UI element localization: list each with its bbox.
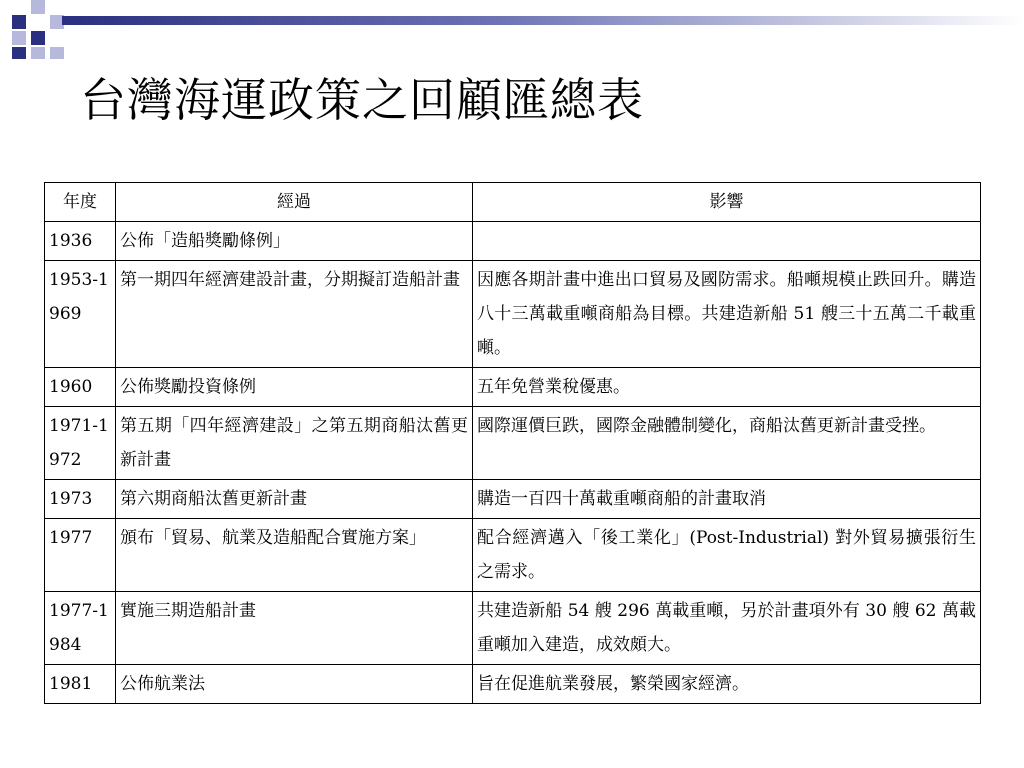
header-process: 經過 [116, 183, 473, 222]
cell-process: 公佈「造船獎勵條例」 [116, 222, 473, 261]
cell-effect: 五年免營業稅優惠。 [473, 368, 981, 407]
cell-year: 1977 [45, 519, 116, 592]
cell-effect: 國際運價巨跌，國際金融體制變化，商船汰舊更新計畫受挫。 [473, 407, 981, 480]
cell-process: 第五期「四年經濟建設」之第五期商船汰舊更新計畫 [116, 407, 473, 480]
decor-square [12, 31, 26, 45]
cell-process: 頒布「貿易、航業及造船配合實施方案」 [116, 519, 473, 592]
table-row [45, 407, 981, 480]
table-row [45, 480, 981, 519]
cell-process: 公佈航業法 [116, 665, 473, 704]
decor-square [31, 0, 45, 14]
cell-year: 1981 [45, 665, 116, 704]
table-row [45, 519, 981, 592]
cell-effect [473, 222, 981, 261]
table-row [45, 222, 981, 261]
cell-year: 1953-1969 [45, 261, 116, 368]
table-row [45, 665, 981, 704]
header-year: 年度 [45, 183, 116, 222]
cell-effect: 旨在促進航業發展，繁榮國家經濟。 [473, 665, 981, 704]
table-header-row [45, 183, 981, 222]
cell-effect: 共建造新船 54 艘 296 萬載重噸，另於計畫項外有 30 艘 62 萬載重噸加入建造，成效頗大。 [473, 592, 981, 665]
table-row [45, 368, 981, 407]
cell-year: 1936 [45, 222, 116, 261]
cell-process: 第六期商船汰舊更新計畫 [116, 480, 473, 519]
cell-year: 1960 [45, 368, 116, 407]
table-row [45, 592, 981, 665]
title-accent-bar [62, 16, 1024, 25]
decor-square [12, 15, 26, 29]
cell-process: 公佈獎勵投資條例 [116, 368, 473, 407]
decor-square [31, 47, 45, 59]
cell-year: 1973 [45, 480, 116, 519]
cell-process: 實施三期造船計畫 [116, 592, 473, 665]
header-effect: 影響 [473, 183, 981, 222]
decor-square [31, 31, 45, 45]
cell-effect: 配合經濟邁入「後工業化」(Post-Industrial) 對外貿易擴張衍生之需求。 [473, 519, 981, 592]
cell-process: 第一期四年經濟建設計畫，分期擬訂造船計畫 [116, 261, 473, 368]
cell-year: 1977-1984 [45, 592, 116, 665]
cell-effect: 因應各期計畫中進出口貿易及國防需求。船噸規模止跌回升。購造八十三萬載重噸商船為目標。共建造新船 51 艘三十五萬二千載重噸。 [473, 261, 981, 368]
cell-year: 1971-1972 [45, 407, 116, 480]
policy-table [44, 182, 981, 704]
decor-square [50, 47, 64, 59]
cell-effect: 購造一百四十萬載重噸商船的計畫取消 [473, 480, 981, 519]
table-row [45, 261, 981, 368]
decor-square [12, 47, 26, 59]
slide-title: 台灣海運政策之回顧匯總表 [80, 73, 644, 127]
